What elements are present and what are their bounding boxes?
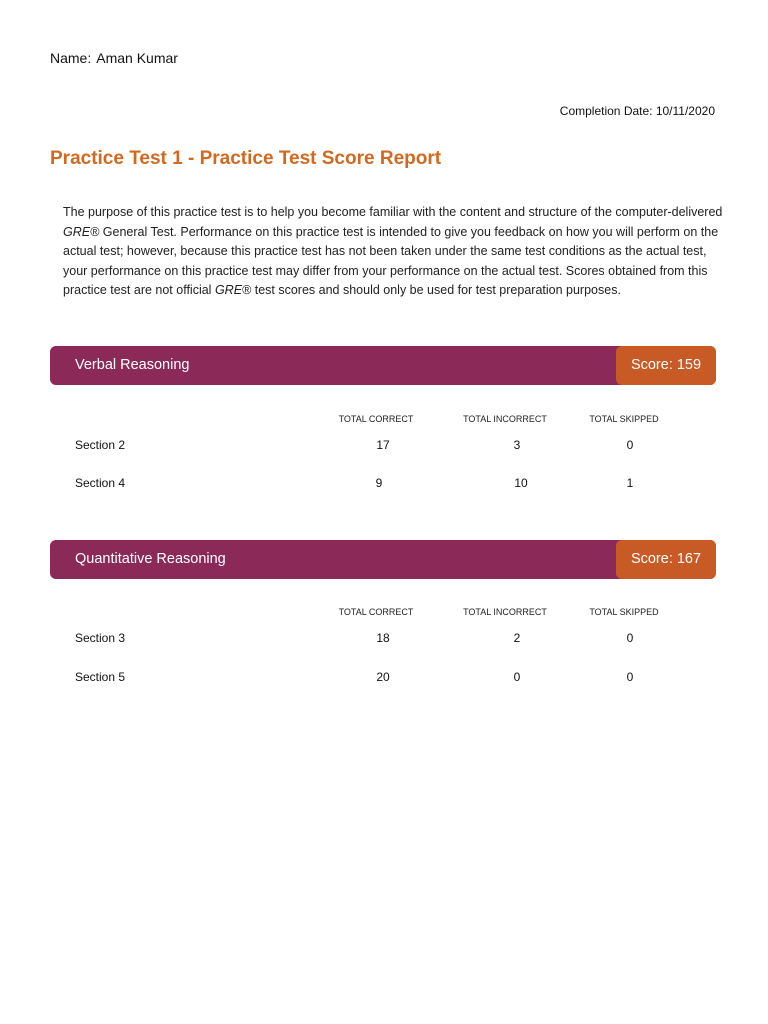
quant-col-incorrect: TOTAL INCORRECT [463, 607, 547, 617]
quant-row-correct: 20 [376, 670, 390, 684]
gre-trademark-2: GRE® [214, 283, 252, 297]
verbal-score-label: Score: [630, 357, 673, 373]
quant-row-incorrect: 2 [513, 631, 521, 645]
quant-row-label: Section 5 [75, 670, 126, 684]
report-title: Practice Test 1 - Practice Test Score Report [50, 148, 442, 169]
quant-col-correct: TOTAL CORRECT [338, 607, 414, 617]
verbal-score-badge [616, 346, 716, 385]
quant-score-badge [616, 540, 716, 579]
quant-col-skipped: TOTAL SKIPPED [589, 607, 659, 617]
quant-row-label: Section 3 [75, 631, 126, 645]
verbal-row-correct: 9 [375, 476, 383, 490]
verbal-title: Verbal Reasoning [75, 357, 190, 373]
name-value: Aman Kumar [96, 50, 178, 66]
verbal-score-value: 159 [676, 357, 702, 373]
verbal-row-label: Section 2 [75, 438, 126, 452]
quant-score-label: Score: [630, 551, 673, 567]
name-label: Name: [50, 50, 92, 66]
quant-row-skipped: 0 [626, 631, 634, 645]
verbal-section-header [50, 346, 716, 385]
verbal-row-incorrect: 3 [513, 438, 521, 452]
quant-row-incorrect: 0 [513, 670, 521, 684]
verbal-row-label: Section 4 [75, 476, 126, 490]
quant-title: Quantitative Reasoning [75, 551, 226, 567]
intro-paragraph [63, 203, 723, 301]
quant-section-header [50, 540, 716, 579]
gre-trademark-1: GRE® [63, 224, 100, 239]
intro-part-3: test scores and should only be used for test preparation purposes. [251, 283, 621, 297]
quant-row-correct: 18 [376, 631, 390, 645]
quant-score-value: 167 [676, 551, 702, 567]
verbal-row-correct: 17 [376, 438, 390, 452]
verbal-row-skipped: 0 [626, 438, 634, 452]
verbal-row-incorrect: 10 [514, 476, 528, 490]
verbal-col-incorrect: TOTAL INCORRECT [463, 414, 547, 424]
verbal-row-skipped: 1 [626, 476, 634, 490]
quant-row-skipped: 0 [626, 670, 634, 684]
verbal-col-correct: TOTAL CORRECT [338, 414, 414, 424]
candidate-name [50, 50, 178, 66]
completion-date: Completion Date: 10/11/2020 [559, 104, 715, 118]
intro-part-1: The purpose of this practice test is to help you become familiar with the content and structure of the computer-delivered [63, 205, 723, 219]
verbal-col-skipped: TOTAL SKIPPED [589, 414, 659, 424]
intro-part-2: General Test. Performance on this practice test is intended to give you feedback on how you will perform on the actual test; however, because this practice test has not been taken under the same test conditions as the actual test, your performance on this practice test may differ from your performance on the actual test. Scores obtained from this practice test are not official [63, 224, 719, 297]
